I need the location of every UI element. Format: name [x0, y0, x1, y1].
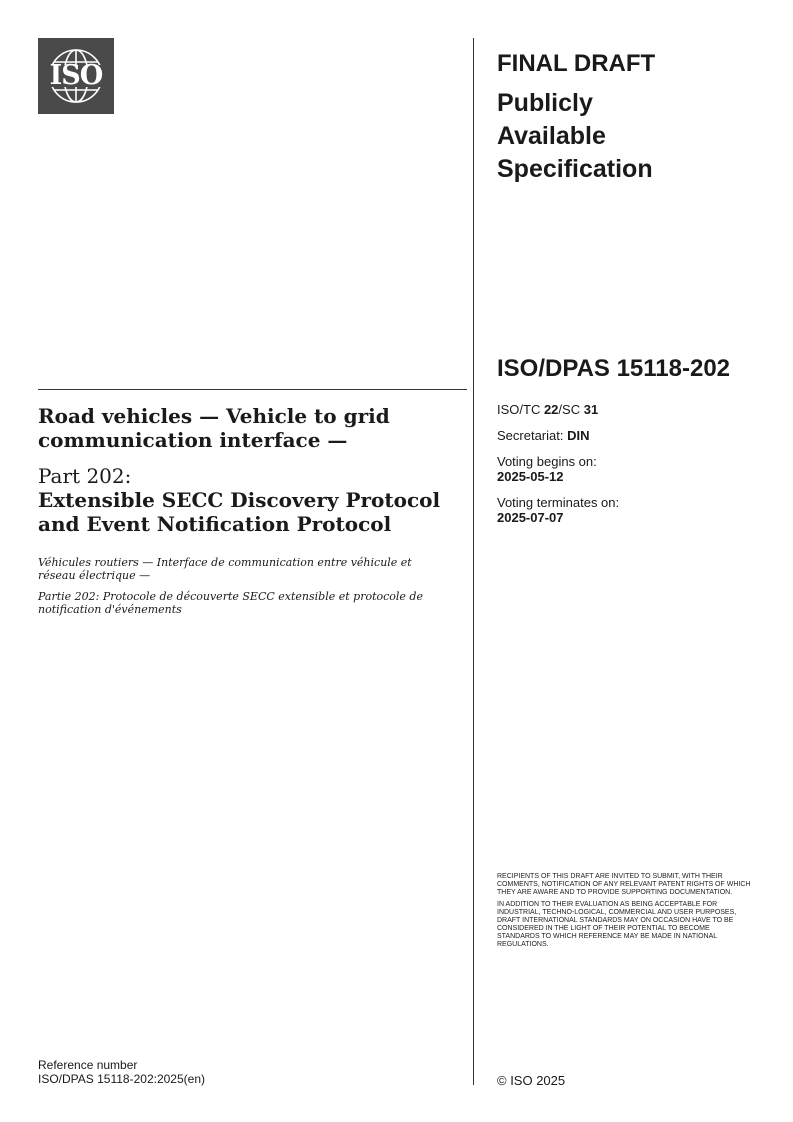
- reference-label: Reference number: [38, 1058, 138, 1072]
- french-title: Véhicules routiers — Interface de communication entre véhicule et réseau électrique —: [38, 556, 412, 582]
- iso-logo: [38, 38, 114, 114]
- part-title: Extensible SECC Discovery Protocol and Event Notification Protocol: [38, 488, 441, 536]
- document-metadata: [497, 402, 767, 536]
- french-part-title: Partie 202: Protocole de découverte SECC extensible et protocole de notification d'événements: [38, 590, 423, 616]
- document-type-line: Available: [497, 122, 606, 150]
- secretariat: Secretariat: DIN: [497, 428, 590, 443]
- draft-status: FINAL DRAFT: [497, 50, 656, 77]
- notice-paragraph: IN ADDITION TO THEIR EVALUATION AS BEING ACCEPTABLE FOR INDUSTRIAL, TECHNO-LOGICAL, COMMERCIAL AND USER PURPOSES, DRAFT INTERNATIONAL STANDARDS MAY ON OCCASION HAVE TO BE CONSIDERED IN THE LIGHT OF THEIR POTENTIAL TO BECOME STANDARDS TO WHICH REFERENCE MAY BE MADE IN NATIONAL REGULATIONS.: [497, 901, 737, 948]
- notice-paragraph: RECIPIENTS OF THIS DRAFT ARE INVITED TO SUBMIT, WITH THEIR COMMENTS, NOTIFICATION OF ANY RELEVANT PATENT RIGHTS OF WHICH THEY ARE AWARE AND TO PROVIDE SUPPORTING DOCUMENTATION.: [497, 873, 751, 896]
- copyright: © ISO 2025: [497, 1073, 566, 1088]
- document-type: [497, 87, 757, 186]
- document-type-line: Publicly: [497, 89, 593, 117]
- voting-begins: Voting begins on: 2025-05-12: [497, 454, 597, 484]
- voting-begins-date: 2025-05-12: [497, 469, 564, 484]
- title-block: [38, 404, 443, 616]
- column-divider: [473, 38, 474, 1085]
- document-type-line: Specification: [497, 155, 653, 183]
- title-divider: [38, 389, 467, 390]
- voting-terminates: Voting terminates on: 2025-07-07: [497, 495, 620, 525]
- reference-number: [38, 1058, 205, 1086]
- committee: ISO/TC 22/SC 31: [497, 402, 599, 417]
- main-title: Road vehicles — Vehicle to grid communication interface —: [38, 404, 390, 452]
- document-id: ISO/DPAS 15118-202: [497, 355, 731, 382]
- reference-value: ISO/DPAS 15118-202:2025(en): [38, 1072, 205, 1086]
- draft-notice: [497, 873, 752, 953]
- voting-terminates-date: 2025-07-07: [497, 510, 564, 525]
- logo-text: ISO: [49, 60, 103, 91]
- part-number: Part 202:: [38, 464, 132, 488]
